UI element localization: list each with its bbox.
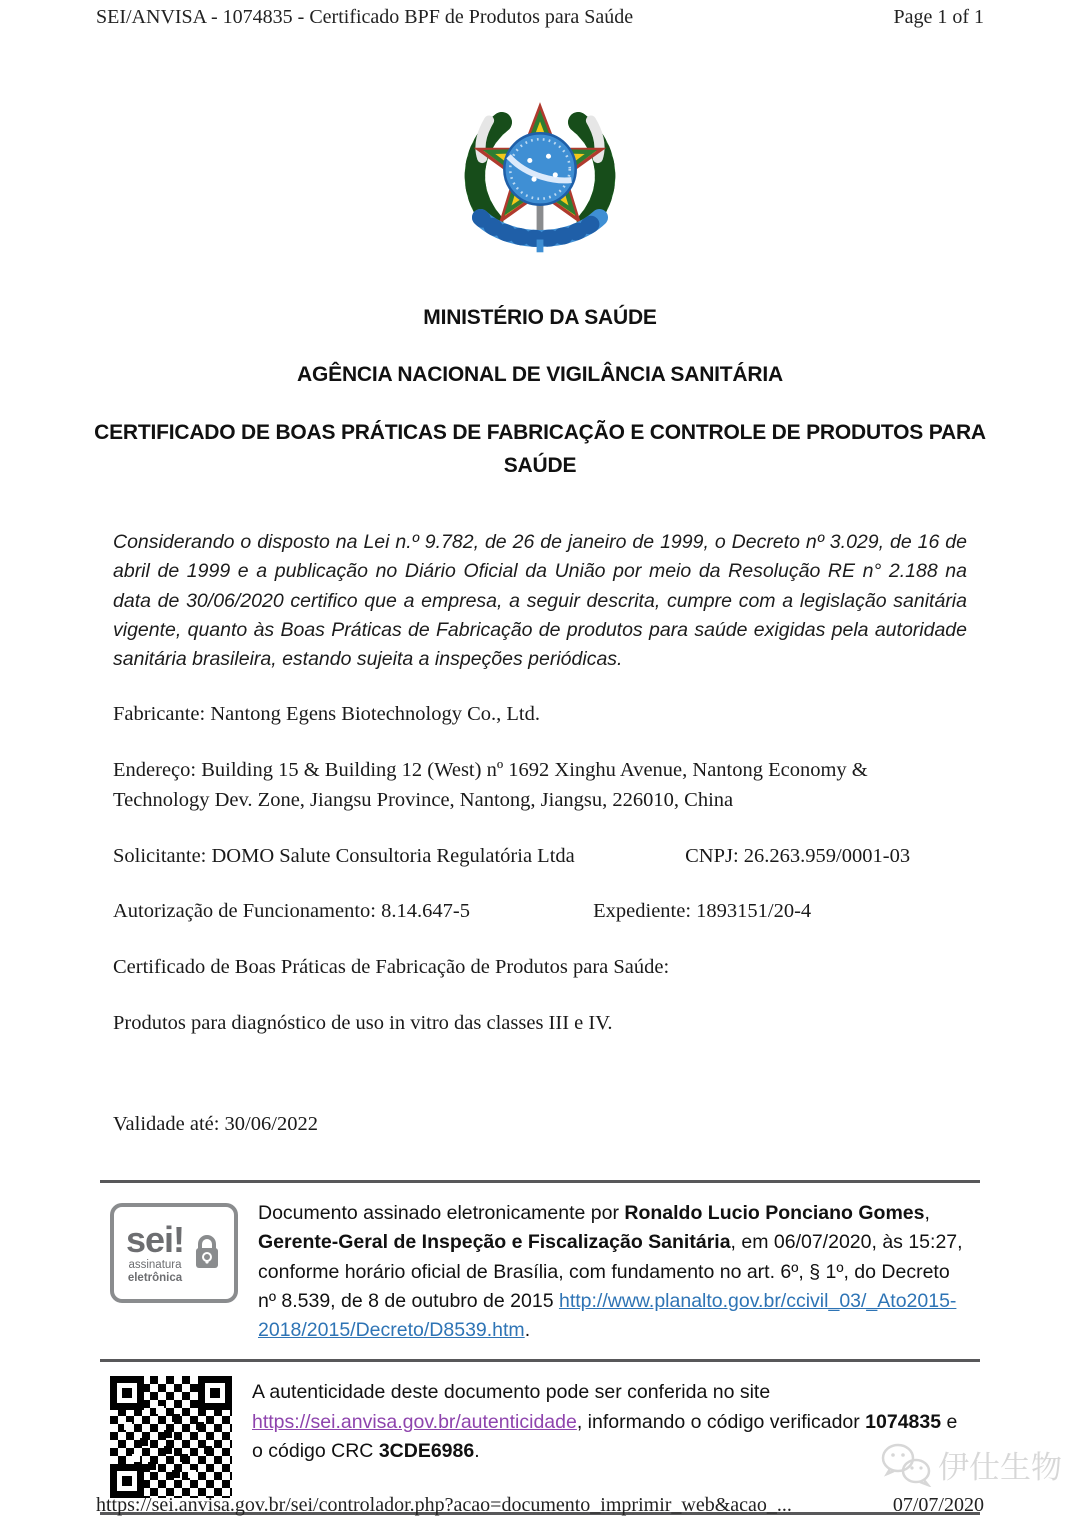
field-produtos: Produtos para diagnóstico de uso in vitro das classes III e IV.: [113, 1011, 613, 1034]
authenticity-statement: [252, 1376, 972, 1466]
field-fabricante: Fabricante: Nantong Egens Biotechnology Co., Ltd.: [113, 703, 541, 726]
qr-finder-top-right: [198, 1376, 232, 1410]
signature-table: [100, 1180, 980, 1515]
signature-text-1: Documento assinado eletronicamente por: [258, 1202, 625, 1225]
legal-preamble: Considerando o disposto na Lei n.º 9.782, de 26 de janeiro de 1999, o Decreto nº 3.029, de 16 de abril de 1999 e a publicação no Diário Oficial da União por meio da Resolução RE n° 2.188 na data de 30/06/2020 certifico que a empresa, a seguir descrita, cumpre com a legislação sanitária vigente, quanto às Boas Práticas de Fabricação de produtos para saúde exigidas pela autoridade sanitária brasileira, estando sujeita a inspeções periódicas.: [113, 531, 967, 671]
field-autorizacao: Autorização de Funcionamento: 8.14.647-5: [113, 900, 470, 923]
qr-finder-top-left: [110, 1376, 144, 1410]
watermark: [880, 1442, 1062, 1487]
ministry-title: MINISTÉRIO DA SAÚDE: [423, 306, 657, 329]
field-validade: Validade até: 30/06/2022: [113, 1113, 318, 1136]
signature-statement: [258, 1197, 972, 1345]
page-number: Page 1 of 1: [893, 6, 984, 28]
sei-subtitle-2: eletrônica: [127, 1272, 183, 1285]
signer-name: Ronaldo Lucio Ponciano Gomes: [624, 1202, 925, 1225]
authenticity-text-1: A autenticidade deste documento pode ser conferida no site: [252, 1381, 771, 1404]
signer-role: Gerente-Geral de Inspeção e Fiscalização Sanitária: [258, 1231, 731, 1254]
crc-code: 3CDE6986: [378, 1439, 475, 1462]
print-header: [0, 0, 1080, 29]
brazil-coat-of-arms: [455, 95, 625, 260]
sei-subtitle-1: assinatura: [128, 1258, 182, 1271]
decreto-link[interactable]: http://www.planalto.gov.br/ccivil_03/_Ato2015-2018/2015/Decreto/D8539.htm: [258, 1289, 957, 1342]
authenticity-row: [100, 1362, 980, 1515]
wechat-icon: [880, 1443, 932, 1487]
authenticity-text-2: , informando o código verificador: [576, 1410, 866, 1433]
qr-modules: [164, 1430, 172, 1438]
sei-logo: [125, 1218, 185, 1285]
field-endereco: Endereço: Building 15 & Building 12 (West) nº 1692 Xinghu Avenue, Nantong Economy & Technology Dev. Zone, Jiangsu Province, Nantong, Jiangsu, 226010, China: [113, 759, 868, 811]
verifier-code: 1074835: [865, 1410, 942, 1433]
field-certificado-titulo: Certificado de Boas Práticas de Fabricação de Produtos para Saúde:: [113, 955, 670, 978]
padlock-icon: [192, 1233, 222, 1273]
signature-text-2: ,: [924, 1202, 930, 1225]
footer-url: https://sei.anvisa.gov.br/sei/controlador.php?acao=documento_imprimir_web&acao_...: [96, 1494, 792, 1516]
field-cnpj: CNPJ: 26.263.959/0001-03: [685, 844, 911, 867]
field-expediente: Expediente: 1893151/20-4: [593, 900, 812, 923]
footer-date: 07/07/2020: [892, 1494, 984, 1516]
field-solicitante-row: [113, 842, 967, 872]
field-autorizacao-row: [113, 897, 967, 927]
qr-code: [110, 1376, 232, 1498]
signature-row: [100, 1183, 980, 1362]
watermark-text: 伊仕生物: [938, 1450, 1062, 1485]
signature-text-4: .: [524, 1319, 531, 1342]
signature-text-3: , em 06/07/2020, às 15:27, conforme horário oficial de Brasília, com fundamento no art. 6º, § 1º, do Decreto nº 8.539, de 8 de outubro de 2015: [258, 1231, 963, 1312]
agency-title: AGÊNCIA NACIONAL DE VIGILÂNCIA SANITÁRIA: [297, 363, 783, 386]
certificate-title: CERTIFICADO DE BOAS PRÁTICAS DE FABRICAÇÃO E CONTROLE DE PRODUTOS PARA SAÚDE: [94, 421, 986, 477]
document-title: SEI/ANVISA - 1074835 - Certificado BPF de Produtos para Saúde: [96, 6, 634, 28]
field-solicitante: Solicitante: DOMO Salute Consultoria Regulatória Ltda: [113, 844, 575, 867]
autenticidade-link[interactable]: https://sei.anvisa.gov.br/autenticidade: [252, 1410, 577, 1433]
authenticity-text-4: .: [474, 1439, 480, 1462]
sei-signature-badge: [110, 1203, 238, 1303]
authenticity-text-3: e o código CRC: [252, 1410, 958, 1462]
sei-wordmark: sei!: [125, 1218, 185, 1260]
print-footer: [96, 1494, 984, 1517]
